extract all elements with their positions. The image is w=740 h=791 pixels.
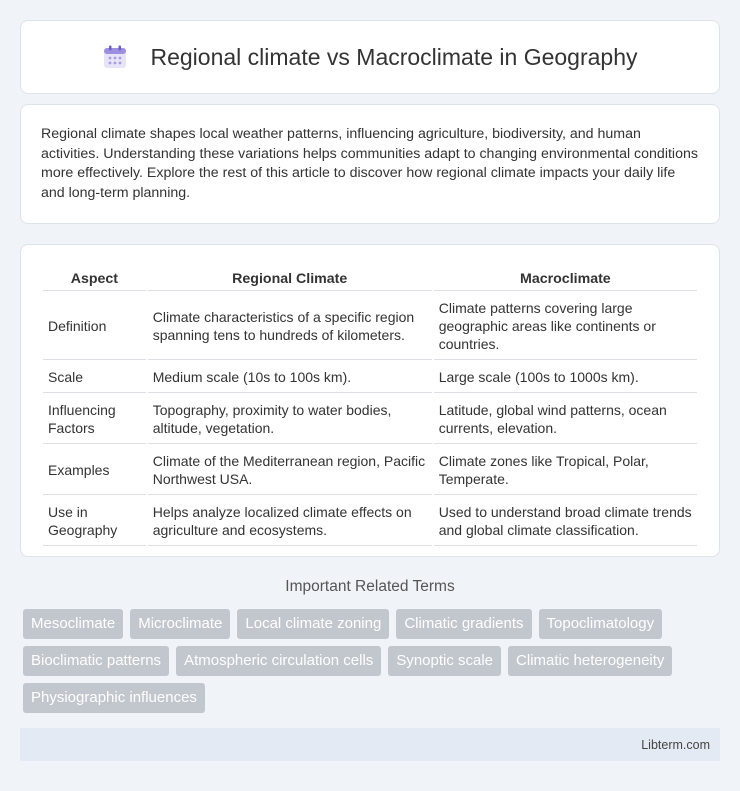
related-term-tag[interactable]: Mesoclimate bbox=[23, 609, 123, 639]
table-row bbox=[43, 497, 697, 546]
related-term-tag[interactable]: Local climate zoning bbox=[237, 609, 389, 639]
cell-regional: Medium scale (10s to 100s km). bbox=[148, 362, 432, 393]
header-macroclimate: Macroclimate bbox=[434, 265, 697, 291]
related-term-tag[interactable]: Climatic gradients bbox=[396, 609, 531, 639]
related-terms-heading: Important Related Terms bbox=[285, 578, 455, 595]
cell-aspect: Examples bbox=[43, 446, 146, 495]
related-term-tag[interactable]: Bioclimatic patterns bbox=[23, 646, 169, 676]
table-row bbox=[43, 362, 697, 393]
cell-regional: Climate characteristics of a specific region spanning tens to hundreds of kilometers. bbox=[148, 293, 432, 360]
related-terms-list bbox=[23, 609, 723, 720]
footer-brand-link[interactable]: Libterm.com bbox=[641, 737, 710, 752]
table-row bbox=[43, 293, 697, 360]
calendar-icon bbox=[102, 44, 128, 70]
table-row bbox=[43, 395, 697, 444]
intro-card bbox=[20, 104, 720, 224]
cell-macro: Used to understand broad climate trends and global climate classification. bbox=[434, 497, 697, 546]
comparison-table bbox=[41, 263, 699, 548]
cell-macro: Climate patterns covering large geographic areas like continents or countries. bbox=[434, 293, 697, 360]
cell-aspect: Use in Geography bbox=[43, 497, 146, 546]
related-term-tag[interactable]: Microclimate bbox=[130, 609, 230, 639]
title-card bbox=[20, 20, 720, 94]
cell-aspect: Influencing Factors bbox=[43, 395, 146, 444]
cell-macro: Latitude, global wind patterns, ocean currents, elevation. bbox=[434, 395, 697, 444]
cell-regional: Topography, proximity to water bodies, altitude, vegetation. bbox=[148, 395, 432, 444]
cell-regional: Climate of the Mediterranean region, Pacific Northwest USA. bbox=[148, 446, 432, 495]
comparison-table-card bbox=[20, 244, 720, 557]
table-header-row bbox=[43, 265, 697, 291]
header-aspect: Aspect bbox=[43, 265, 146, 291]
header-regional-climate: Regional Climate bbox=[148, 265, 432, 291]
footer bbox=[20, 728, 720, 761]
related-term-tag[interactable]: Topoclimatology bbox=[539, 609, 663, 639]
cell-macro: Climate zones like Tropical, Polar, Temperate. bbox=[434, 446, 697, 495]
cell-macro: Large scale (100s to 1000s km). bbox=[434, 362, 697, 393]
related-term-tag[interactable]: Physiographic influences bbox=[23, 683, 205, 713]
related-term-tag[interactable]: Synoptic scale bbox=[388, 646, 501, 676]
page-title: Regional climate vs Macroclimate in Geography bbox=[150, 43, 638, 70]
cell-aspect: Definition bbox=[43, 293, 146, 360]
related-term-tag[interactable]: Atmospheric circulation cells bbox=[176, 646, 381, 676]
table-row bbox=[43, 446, 697, 495]
intro-paragraph: Regional climate shapes local weather patterns, influencing agriculture, biodiversity, and human activities. Understanding these variations helps communities adapt to changing environmental conditions more effectively. Explore the rest of this article to discover how regional climate impacts your daily life and long-term planning. bbox=[41, 126, 698, 201]
cell-aspect: Scale bbox=[43, 362, 146, 393]
related-term-tag[interactable]: Climatic heterogeneity bbox=[508, 646, 672, 676]
cell-regional: Helps analyze localized climate effects on agriculture and ecosystems. bbox=[148, 497, 432, 546]
